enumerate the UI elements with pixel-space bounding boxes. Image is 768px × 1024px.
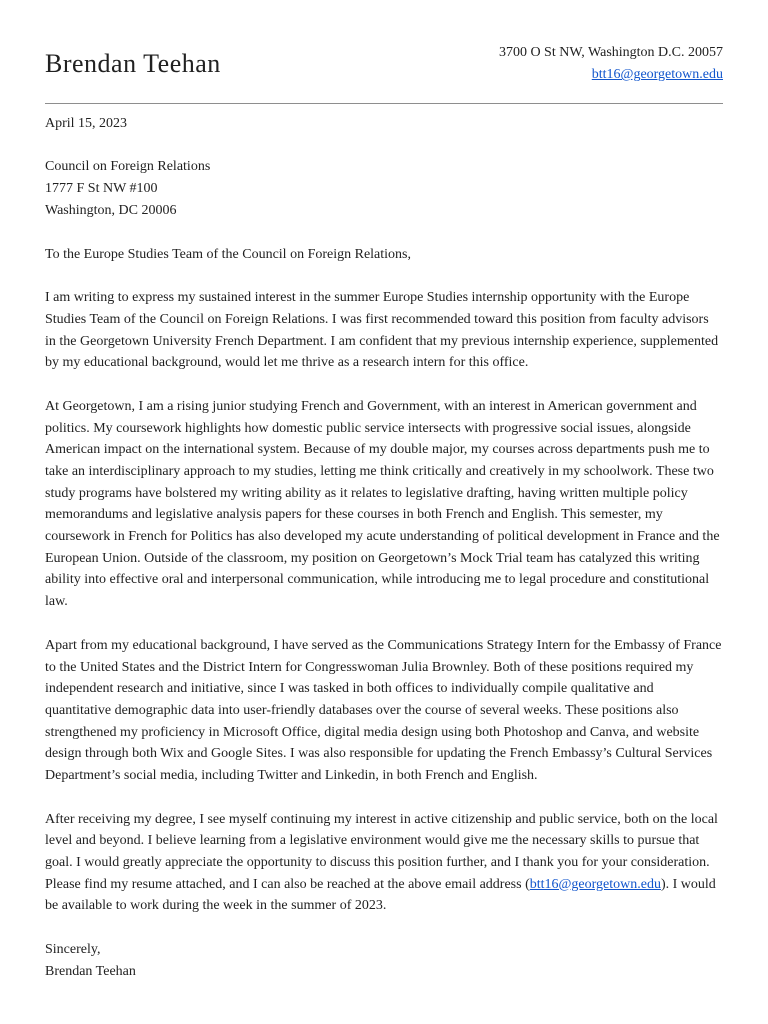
inline-email-link[interactable]: btt16@georgetown.edu xyxy=(529,876,661,892)
paragraph-closing-text-after: ). I would be available to work during the week in the summer of 2023. xyxy=(45,876,716,914)
signature-name: Brendan Teehan xyxy=(45,963,136,979)
recipient-city: Washington, DC 20006 xyxy=(45,202,177,218)
paragraph-experience: Apart from my educational background, I have served as the Communications Strategy Intern for the Embassy of France to the United States and the District Intern for Congresswoman Julia Brownley. Both of these positions required my independent research and initiative, since I was tasked in both offices to individually compile qualitative and quantitative demographic data into user-friendly databases over the course of several weeks. These positions also strengthened my proficiency in Microsoft Office, digital media design using both Photoshop and Canva, and website design through both Wix and Google Sites. I was also responsible for updating the French Embassy’s Cultural Services Department’s social media, including Twitter and Linkedin, in both French and English. xyxy=(45,637,722,783)
recipient-org: Council on Foreign Relations xyxy=(45,159,211,175)
paragraph-intro: I am writing to express my sustained interest in the summer Europe Studies internship opportunity with the Europe Studies Team of the Council on Foreign Relations. I was first recommended toward this position from faculty advisors in the Georgetown University French Department. I am confident that my previous internship experience, supplemented by my educational background, would let me thrive as a research intern for this office. xyxy=(45,290,719,371)
sender-name: Brendan Teehan xyxy=(45,49,221,78)
paragraph-closing xyxy=(45,809,723,917)
sender-address: 3700 O St NW, Washington D.C. 20057 xyxy=(498,45,723,60)
sender-contact-block xyxy=(499,42,723,87)
letter-date: April 15, 2023 xyxy=(45,115,128,131)
recipient-block xyxy=(45,156,723,221)
closing-word: Sincerely, xyxy=(45,942,101,958)
paragraph-closing-text-before: After receiving my degree, I see myself continuing my interest in active citizenship and public service, both on the local level and beyond. I believe learning from a legislative environment would give me the necessary skills to pursue that goal. I would greatly appreciate the opportunity to discuss this position further, and I thank you for your consideration. Please find my resume attached, and I can also be reached at the above email address ( xyxy=(45,811,718,892)
salutation: To the Europe Studies Team of the Council on Foreign Relations, xyxy=(45,246,412,262)
letter-header xyxy=(45,42,723,87)
header-divider xyxy=(45,103,723,104)
recipient-street: 1777 F St NW #100 xyxy=(45,181,158,197)
paragraph-education: At Georgetown, I am a rising junior studying French and Government, with an interest in American government and politics. My coursework highlights how domestic public service intersects with progressive social issues, alongside American impact on the international system. Because of my double major, my courses across departments push me to take an interdisciplinary approach to my studies, letting me think critically and creatively in my schoolwork. These two study programs have bolstered my writing ability as it relates to legislative drafting, having written multiple policy memorandums and legislative analysis papers for these courses in both French and English. This semester, my coursework in French for Politics has also developed my acute understanding of political development in France and the European Union. Outside of the classroom, my position on Georgetown’s Mock Trial team has catalyzed this writing ability into effective oral and interpersonal communication, while introducing me to legal procedure and constitutional law. xyxy=(45,398,720,610)
signature-block xyxy=(45,939,723,982)
header-email-link[interactable]: btt16@georgetown.edu xyxy=(591,67,723,83)
